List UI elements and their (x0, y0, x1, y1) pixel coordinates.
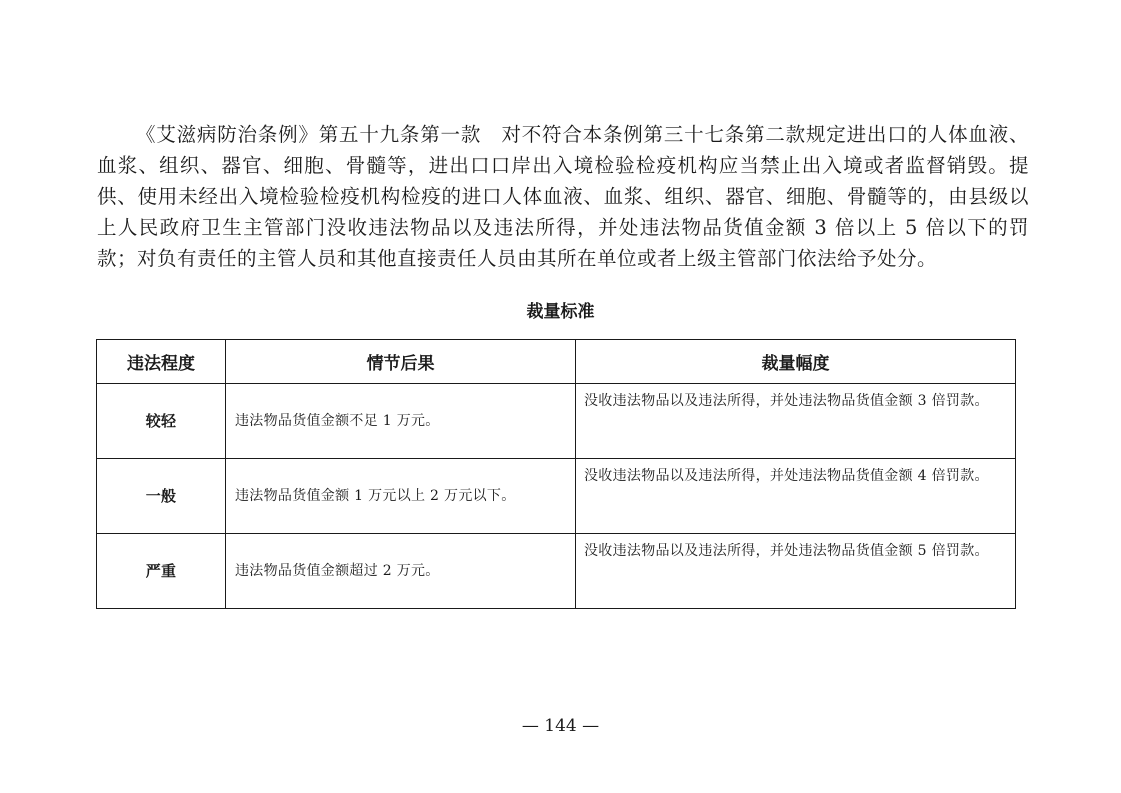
page-number: — 144 — (521, 716, 600, 736)
law-reference: 《艾滋病防治条例》第五十九条第一款 (136, 123, 482, 146)
header-discretion-range: 裁量幅度 (576, 340, 1016, 384)
row-range: 没收违法物品以及违法所得，并处违法物品货值金额 3 倍罚款。 (576, 384, 1016, 459)
table-header-row (97, 340, 1016, 384)
row-consequence: 违法物品货值金额 1 万元以上 2 万元以下。 (226, 459, 576, 534)
row-consequence: 违法物品货值金额不足 1 万元。 (226, 384, 576, 459)
row-level: 严重 (97, 534, 226, 609)
header-violation-level: 违法程度 (97, 340, 226, 384)
table-row (97, 459, 1016, 534)
row-range: 没收违法物品以及违法所得，并处违法物品货值金额 4 倍罚款。 (576, 459, 1016, 534)
table-row (97, 534, 1016, 609)
header-circumstance-consequence: 情节后果 (226, 340, 576, 384)
row-level: 较轻 (97, 384, 226, 459)
row-level: 一般 (97, 459, 226, 534)
table-title: 裁量标准 (526, 302, 595, 322)
table-row (97, 384, 1016, 459)
regulation-paragraph (97, 119, 1029, 274)
row-consequence: 违法物品货值金额超过 2 万元。 (226, 534, 576, 609)
discretion-standard-table (96, 339, 1016, 609)
row-range: 没收违法物品以及违法所得，并处违法物品货值金额 5 倍罚款。 (576, 534, 1016, 609)
regulation-text: 对不符合本条例第三十七条第二款规定进出口的人体血液、血浆、组织、器官、细胞、骨髓等，进出口口岸出入境检验检疫机构应当禁止出入境或者监督销毁。提供、使用未经出入境检验检疫机构检疫的进口人体血液、血浆、组织、器官、细胞、骨髓等的，由县级以上人民政府卫生主管部门没收违法物品以及违法所得，并处违法物品货值金额 3 倍以上 5 倍以下的罚款；对负有责任的主管人员和其他直接责任人员由其所在单位或者上级主管部门依法给予处分。 (97, 123, 1029, 270)
